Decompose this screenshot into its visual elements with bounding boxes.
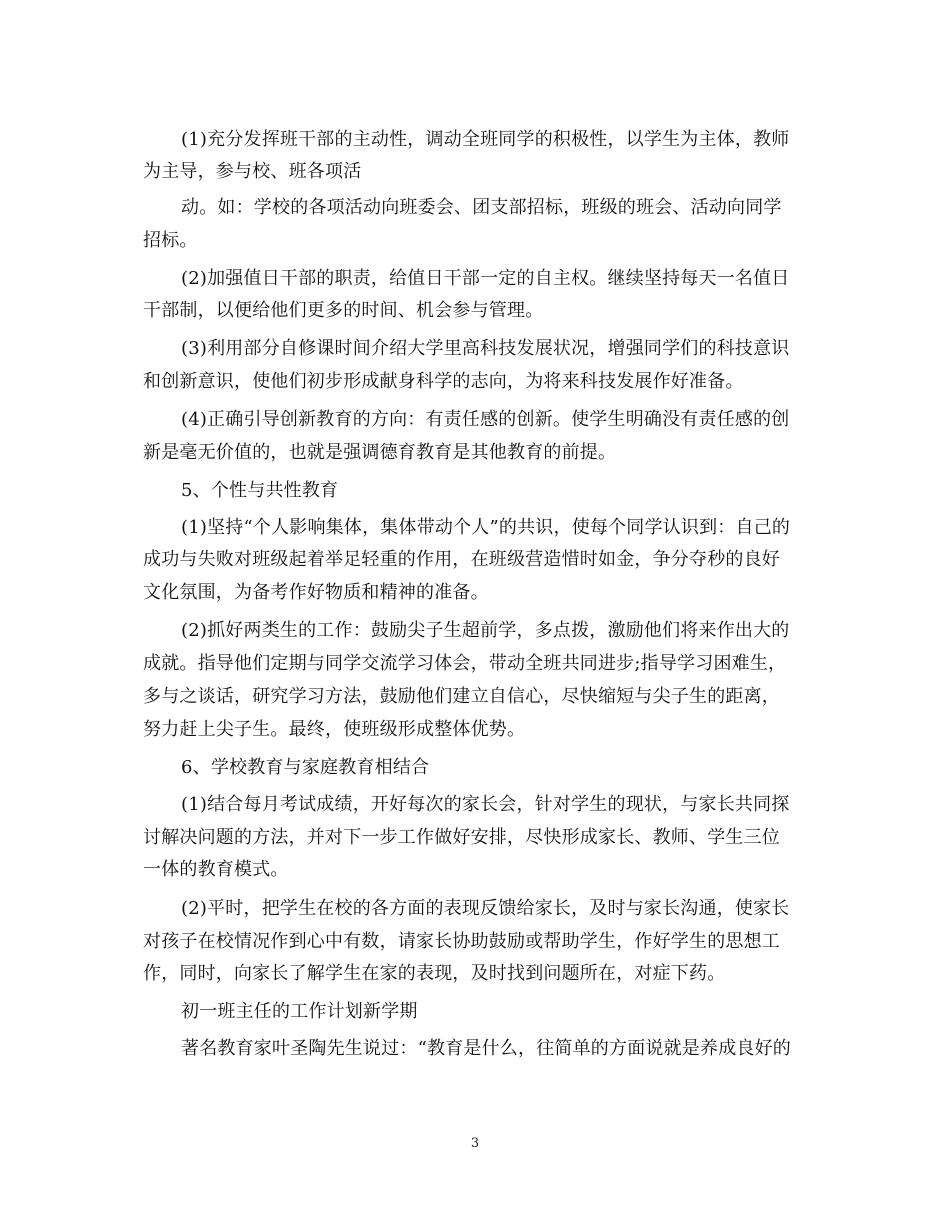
section-heading: 5、个性与共性教育 [181, 480, 339, 501]
text-line: 成就。指导他们定期与同学交流学习体会，带动全班共同进步;指导学习困难生， [143, 653, 787, 674]
text-line: 著名教育家叶圣陶先生说过：“教育是什么，往简单的方面说就是养成良好的 [181, 1038, 791, 1059]
text-line: 文化氛围，为备考作好物质和精神的准备。 [143, 582, 489, 603]
text-line: (2)加强值日干部的职责，给值日干部一定的自主权。继续坚持每天一名值日 [181, 268, 790, 289]
text-line: 为主导，参与校、班各项活 [143, 161, 362, 182]
text-line: (1)结合每月考试成绩，开好每次的家长会，针对学生的现状，与家长共同探 [181, 794, 790, 815]
page-number: 3 [470, 1136, 480, 1151]
text-line: 一体的教育模式。 [143, 859, 289, 880]
text-line: (2)抓好两类生的工作：鼓励尖子生超前学，多点拨，激励他们将来作出大的 [181, 620, 790, 641]
text-line: (2)平时，把学生在校的各方面的表现反馈给家长，及时与家长沟通，使家长 [181, 898, 790, 919]
section-heading: 6、学校教育与家庭教育相结合 [181, 757, 430, 778]
text-line: 多与之谈话，研究学习方法，鼓励他们建立自信心，尽快缩短与尖子生的距离， [143, 686, 780, 707]
text-line: 干部制，以便给他们更多的时间、机会参与管理。 [143, 300, 544, 321]
text-line: 努力赶上尖子生。最终，使班级形成整体优势。 [143, 719, 526, 740]
text-line: 和创新意识，使他们初步形成献身科学的志向，为将来科技发展作好准备。 [143, 371, 744, 392]
text-line: 新是毫无价值的，也就是强调德育教育是其他教育的前提。 [143, 442, 617, 463]
text-line: 对孩子在校情况作到心中有数，请家长协助鼓励或帮助学生，作好学生的思想工 [143, 931, 780, 952]
text-line: 招标。 [143, 230, 198, 251]
text-line: 讨解决问题的方法，并对下一步工作做好安排，尽快形成家长、教师、学生三位 [143, 827, 780, 848]
text-line: 成功与失败对班级起着举足轻重的作用，在班级营造惜时如金，争分夺秒的良好 [143, 549, 780, 570]
text-line: 作，同时，向家长了解学生在家的表现，及时找到问题所在，对症下药。 [143, 963, 726, 984]
section-heading: 初一班主任的工作计划新学期 [181, 1001, 418, 1022]
text-line: 动。如：学校的各项活动向班委会、团支部招标，班级的班会、活动向同学 [181, 197, 782, 218]
text-line: (4)正确引导创新教育的方向：有责任感的创新。使学生明确没有责任感的创 [181, 409, 790, 430]
text-line: (3)利用部分自修课时间介绍大学里高科技发展状况，增强同学们的科技意识 [181, 338, 790, 359]
text-line: (1)坚持“个人影响集体，集体带动个人”的共识，使每个同学认识到：自己的 [181, 517, 791, 538]
text-line: (1)充分发挥班干部的主动性，调动全班同学的积极性，以学生为主体，教师 [181, 129, 790, 150]
